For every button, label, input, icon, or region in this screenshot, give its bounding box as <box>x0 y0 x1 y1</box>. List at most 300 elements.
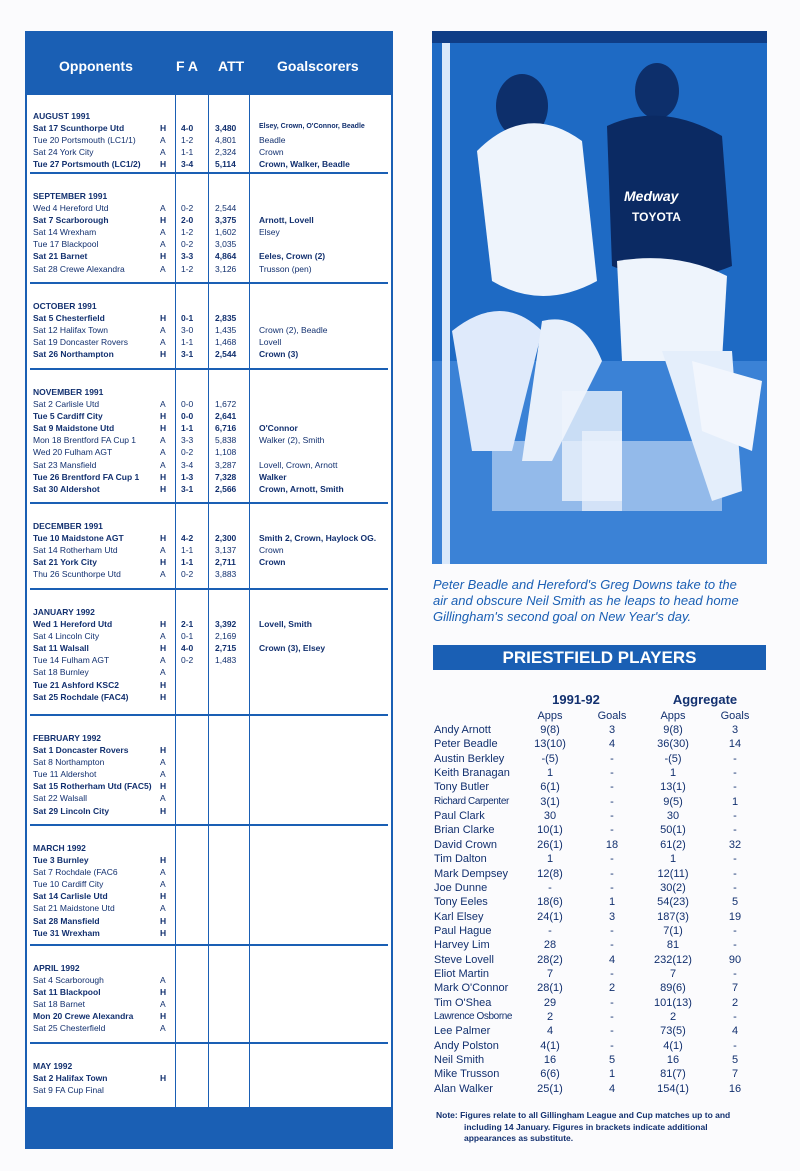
fixture-row <box>27 999 391 1011</box>
player-aggregate-apps: 2 <box>669 1011 677 1023</box>
player-season-apps: 10(1) <box>537 824 563 837</box>
fixture-row <box>27 680 391 692</box>
fixture-opponent: Sat 14 Rotherham Utd <box>33 545 118 556</box>
fixture-goalscorers: Crown, Arnott, Smith <box>259 483 344 494</box>
player-season-goals: - <box>610 867 614 880</box>
player-season-goals: 2 <box>608 982 616 995</box>
player-aggregate-goals: - <box>733 810 737 823</box>
player-name: Brian Clarke <box>434 824 495 837</box>
player-season-apps: 1 <box>546 767 554 780</box>
fixture-venue: H <box>160 1011 167 1022</box>
fixture-score: 1-2 <box>181 135 194 146</box>
fixture-score: 3-1 <box>181 483 194 494</box>
month-divider <box>30 368 388 370</box>
fixture-opponent: Tue 20 Portsmouth (LC1/1) <box>33 135 136 146</box>
fixture-opponent: Mon 18 Brentford FA Cup 1 <box>33 435 137 446</box>
month-divider <box>30 1042 388 1044</box>
player-aggregate-goals: - <box>733 824 737 837</box>
player-aggregate-goals: 2 <box>731 996 739 1009</box>
fixture-score: 2-1 <box>181 619 194 629</box>
fixture-venue: H <box>160 411 167 422</box>
player-name: Paul Clark <box>434 810 485 823</box>
player-aggregate-goals: 32 <box>728 838 742 851</box>
fixture-attendance: 2,544 <box>215 203 237 213</box>
player-aggregate-apps: 9(8) <box>663 724 683 736</box>
fixture-score: 1-1 <box>181 337 194 348</box>
player-row <box>433 738 773 752</box>
fixture-venue: A <box>160 631 166 642</box>
fixture-goalscorers: Crown <box>259 147 284 158</box>
fixture-attendance: 3,287 <box>215 459 237 470</box>
month-title: OCTOBER 1991 <box>33 301 97 311</box>
player-name: Tony Butler <box>434 781 490 794</box>
fixture-row <box>27 1023 391 1035</box>
match-photo <box>432 31 767 564</box>
player-aggregate-goals: - <box>733 867 737 880</box>
player-aggregate-apps: 89(6) <box>660 982 686 995</box>
fixture-opponent: Sat 5 Chesterfield <box>33 313 105 323</box>
fixture-opponent: Sat 15 Rotherham Utd (FAC5) <box>33 781 152 792</box>
player-season-apps: 29 <box>543 996 557 1009</box>
fixture-row <box>27 411 391 423</box>
fixture-opponent: Sat 9 Maidstone Utd <box>33 423 115 434</box>
player-aggregate-goals: 5 <box>731 896 739 909</box>
player-aggregate-goals: 7 <box>731 1068 739 1081</box>
player-aggregate-apps: 12(11) <box>657 867 689 880</box>
player-season-apps: 4(1) <box>540 1039 560 1052</box>
fixture-opponent: Thu 26 Scunthorpe Utd <box>33 569 121 580</box>
fixture-opponent: Sat 17 Scunthorpe Utd <box>33 123 125 133</box>
fixture-attendance: 2,544 <box>215 349 237 360</box>
fixture-row <box>27 159 391 171</box>
fixture-goalscorers: Trusson (pen) <box>259 263 312 274</box>
fixture-attendance: 2,169 <box>215 631 237 642</box>
fixture-venue: H <box>160 483 167 494</box>
fixture-venue: A <box>160 569 166 580</box>
fixture-opponent: Tue 5 Cardiff City <box>33 411 103 422</box>
fixture-venue: H <box>160 557 167 568</box>
fixture-opponent: Tue 31 Wrexham <box>33 927 100 938</box>
fixture-attendance: 1,672 <box>215 399 237 409</box>
player-aggregate-apps: 4(1) <box>663 1039 683 1052</box>
fixture-opponent: Sat 25 Rochdale (FAC4) <box>33 691 129 702</box>
player-season-apps: 16 <box>543 1054 557 1067</box>
fixture-venue: A <box>160 459 166 470</box>
player-season-goals: - <box>610 810 614 823</box>
month-title: APRIL 1992 <box>33 963 80 973</box>
month-divider <box>30 282 388 284</box>
match-photo-image <box>432 31 767 564</box>
player-aggregate-apps: 1 <box>669 853 677 866</box>
month-title: MAY 1992 <box>33 1061 73 1071</box>
fixture-venue: H <box>160 781 167 792</box>
fixture-opponent: Sat 29 Lincoln City <box>33 805 110 816</box>
fixture-goalscorers: Walker (2), Smith <box>259 435 325 446</box>
fixture-attendance: 2,711 <box>215 557 236 568</box>
fixture-row <box>27 460 391 472</box>
player-season-goals: 4 <box>608 1082 616 1095</box>
fixture-venue: H <box>160 691 167 702</box>
fixture-row <box>27 975 391 987</box>
player-season-apps: 25(1) <box>537 1082 563 1095</box>
player-season-goals: - <box>610 752 614 765</box>
fixture-row <box>27 135 391 147</box>
player-aggregate-goals: 90 <box>728 953 742 966</box>
fixture-row <box>27 203 391 215</box>
fixture-attendance: 1,483 <box>215 655 237 666</box>
player-aggregate-apps: 154(1) <box>657 1082 689 1095</box>
player-aggregate-goals: - <box>733 752 737 765</box>
player-season-apps: 28(1) <box>537 982 563 995</box>
player-aggregate-apps: 81 <box>666 939 680 952</box>
player-season-goals: 18 <box>605 838 619 851</box>
player-row <box>433 868 773 882</box>
fixture-attendance: 5,114 <box>215 159 236 170</box>
fixture-row <box>27 264 391 276</box>
fixture-opponent: Sat 7 Rochdale (FAC6 <box>33 867 118 878</box>
fixture-goalscorers: Crown (3), Elsey <box>259 643 326 654</box>
fixture-row <box>27 313 391 325</box>
player-season-goals: - <box>610 996 614 1009</box>
player-season-goals: - <box>610 795 614 808</box>
player-aggregate-apps: 50(1) <box>660 824 686 837</box>
player-row <box>433 1068 773 1082</box>
player-name: Tim O'Shea <box>434 996 492 1009</box>
month-divider <box>30 502 388 504</box>
fixture-venue: A <box>160 545 166 556</box>
player-name: Tim Dalton <box>434 853 487 866</box>
fixture-venue: A <box>160 903 166 914</box>
fixture-attendance: 1,602 <box>215 227 237 238</box>
player-row <box>433 882 773 896</box>
fixture-opponent: Tue 14 Fulham AGT <box>33 655 110 666</box>
fixture-score: 1-1 <box>181 557 194 568</box>
fixture-attendance: 4,864 <box>215 251 237 262</box>
fixture-venue: H <box>160 805 167 816</box>
fixture-row <box>27 643 391 655</box>
player-season-goals: - <box>610 1039 614 1052</box>
fixture-opponent: Tue 26 Brentford FA Cup 1 <box>33 471 140 482</box>
fixture-opponent: Sat 4 Scarborough <box>33 975 104 985</box>
fixture-score: 1-1 <box>181 545 194 556</box>
player-aggregate-apps: 73(5) <box>660 1025 686 1038</box>
player-aggregate-apps: 1 <box>669 767 677 780</box>
fixture-venue: A <box>160 147 166 158</box>
player-aggregate-goals: - <box>733 853 737 866</box>
fixture-attendance: 2,715 <box>215 643 237 654</box>
player-season-goals: 4 <box>608 738 616 751</box>
players-title: PRIESTFIELD PLAYERS <box>433 645 766 670</box>
fixture-row <box>27 769 391 781</box>
fixture-opponent: Wed 4 Hereford Utd <box>33 203 109 213</box>
player-row <box>433 925 773 939</box>
fixture-attendance: 3,126 <box>215 263 237 274</box>
fixture-row <box>27 855 391 867</box>
fixture-opponent: Sat 8 Northampton <box>33 757 105 768</box>
fixture-venue: H <box>160 215 167 226</box>
fixture-goalscorers: Eeles, Crown (2) <box>259 251 326 262</box>
player-row <box>433 954 773 968</box>
fixture-score: 0-2 <box>181 203 194 213</box>
fixture-opponent: Sat 9 FA Cup Final <box>33 1085 104 1096</box>
player-season-apps: 30 <box>543 810 557 823</box>
player-season-goals: 1 <box>608 1068 616 1081</box>
player-row <box>433 1054 773 1068</box>
fixture-row <box>27 435 391 447</box>
player-name: Karl Elsey <box>434 910 484 923</box>
photo-sponsor-2: TOYOTA <box>632 210 681 224</box>
player-season-apps: 6(1) <box>540 781 560 794</box>
player-aggregate-goals: 14 <box>728 738 742 751</box>
player-season-goals: - <box>610 967 614 980</box>
player-season-goals: - <box>610 939 614 952</box>
player-aggregate-apps: 13(1) <box>660 781 686 794</box>
fixture-venue: A <box>160 757 166 768</box>
player-season-goals: 5 <box>608 1054 616 1067</box>
header-fa: F A <box>176 58 199 74</box>
fixture-row <box>27 325 391 337</box>
fixture-score: 1-1 <box>181 147 194 158</box>
fixture-attendance: 1,468 <box>215 337 237 348</box>
player-season-apps: 24(1) <box>537 910 563 923</box>
fixture-venue: H <box>160 471 167 482</box>
fixture-row <box>27 781 391 793</box>
agg-goals-header: Goals <box>720 710 750 722</box>
player-row <box>433 724 773 738</box>
fixture-score: 0-0 <box>181 411 194 422</box>
fixture-venue: A <box>160 999 166 1010</box>
player-row <box>433 781 773 795</box>
fixture-attendance: 3,375 <box>215 215 237 226</box>
player-aggregate-goals: 19 <box>728 910 742 923</box>
fixture-row <box>27 337 391 349</box>
fixture-goalscorers: Crown <box>259 557 286 568</box>
player-row <box>433 1025 773 1039</box>
fixture-venue: A <box>160 435 166 446</box>
fixture-score: 0-0 <box>181 399 194 409</box>
agg-apps-header: Apps <box>660 710 686 722</box>
player-season-goals: 3 <box>608 724 616 736</box>
player-row <box>433 753 773 767</box>
fixture-score: 0-1 <box>181 313 194 323</box>
fixture-opponent: Sat 21 Barnet <box>33 251 88 262</box>
player-aggregate-apps: 101(13) <box>654 996 692 1009</box>
player-name: Mark O'Connor <box>434 982 509 995</box>
fixture-opponent: Sat 24 York City <box>33 147 94 158</box>
player-row <box>433 824 773 838</box>
player-name: David Crown <box>434 838 497 851</box>
player-row <box>433 997 773 1011</box>
fixture-row <box>27 423 391 435</box>
month-title: AUGUST 1991 <box>33 111 91 121</box>
fixture-attendance: 3,883 <box>215 569 237 580</box>
month-divider <box>30 172 388 174</box>
fixture-row <box>27 569 391 581</box>
player-season-goals: - <box>610 1025 614 1038</box>
fixture-opponent: Sat 21 Maidstone Utd <box>33 903 115 914</box>
fixture-score: 4-2 <box>181 533 194 543</box>
player-row <box>433 1040 773 1054</box>
fixture-opponent: Wed 20 Fulham AGT <box>33 447 113 458</box>
fixture-attendance: 3,480 <box>215 123 237 133</box>
fixture-opponent: Tue 17 Blackpool <box>33 239 99 250</box>
fixture-row <box>27 655 391 667</box>
fixture-attendance: 3,392 <box>215 619 237 629</box>
fixture-goalscorers: Lovell, Crown, Arnott <box>259 459 338 470</box>
fixture-opponent: Wed 1 Hereford Utd <box>33 619 113 629</box>
player-season-apps: 26(1) <box>537 838 563 851</box>
fixture-goalscorers: Arnott, Lovell <box>259 215 314 226</box>
fixtures-footer-bar <box>27 1107 391 1147</box>
player-aggregate-apps: 232(12) <box>654 953 692 966</box>
fixtures-header <box>27 33 391 95</box>
player-name: Joe Dunne <box>434 881 488 894</box>
fixture-score: 3-3 <box>181 435 194 446</box>
player-row <box>433 982 773 996</box>
fixture-row <box>27 879 391 891</box>
player-aggregate-apps: 30(2) <box>660 881 686 894</box>
fixture-opponent: Tue 27 Portsmouth (LC1/2) <box>33 159 141 170</box>
player-name: Paul Hague <box>434 924 492 937</box>
player-aggregate-goals: - <box>733 881 737 894</box>
fixture-row <box>27 215 391 227</box>
player-name: Mike Trusson <box>434 1068 500 1081</box>
player-name: Richard Carpenter <box>434 795 509 807</box>
fixture-row <box>27 557 391 569</box>
photo-caption: Peter Beadle and Hereford's Greg Downs take to the air and obscure Neil Smith as he leaps to head home Gillingham's second goal on New Year's day. <box>433 577 739 624</box>
player-row <box>433 911 773 925</box>
player-name: Andy Polston <box>434 1039 499 1052</box>
fixture-venue: H <box>160 423 167 434</box>
player-name: Lee Palmer <box>434 1025 491 1038</box>
player-name: Neil Smith <box>434 1054 485 1067</box>
fixture-attendance: 4,801 <box>215 135 237 146</box>
player-season-apps: 3(1) <box>540 795 560 808</box>
fixture-opponent: Sat 11 Walsall <box>33 643 89 654</box>
player-name: Alan Walker <box>434 1082 493 1095</box>
player-aggregate-goals: 4 <box>731 1025 739 1038</box>
fixture-goalscorers: Lovell <box>259 337 282 348</box>
player-season-apps: 7 <box>546 967 554 980</box>
player-season-goals: 1 <box>608 896 616 909</box>
fixture-opponent: Sat 19 Doncaster Rovers <box>33 337 128 348</box>
player-name: Tony Eeles <box>434 896 488 909</box>
fixture-venue: A <box>160 239 166 250</box>
fixture-attendance: 2,324 <box>215 147 237 158</box>
fixture-venue: A <box>160 325 166 336</box>
fixture-score: 0-2 <box>181 239 194 250</box>
fixture-goalscorers: Crown (2), Beadle <box>259 325 328 336</box>
fixture-row <box>27 867 391 879</box>
fixture-venue: A <box>160 447 166 458</box>
fixture-row <box>27 1085 391 1097</box>
player-season-goals: 3 <box>608 910 616 923</box>
fixture-attendance: 2,566 <box>215 483 237 494</box>
fixture-opponent: Sat 28 Mansfield <box>33 915 100 926</box>
player-row <box>433 1011 773 1025</box>
fixture-row <box>27 806 391 818</box>
fixture-opponent: Sat 21 York City <box>33 557 97 568</box>
month-title: SEPTEMBER 1991 <box>33 191 108 201</box>
fixture-row <box>27 147 391 159</box>
fixture-venue: A <box>160 135 166 146</box>
fixture-score: 0-2 <box>181 447 194 458</box>
player-aggregate-apps: 16 <box>666 1054 680 1067</box>
fixture-attendance: 5,838 <box>215 435 237 446</box>
fixture-row <box>27 399 391 411</box>
fixture-venue: A <box>160 667 166 678</box>
player-aggregate-goals: 3 <box>731 724 739 736</box>
fixture-opponent: Sat 30 Aldershot <box>33 483 100 494</box>
fixture-score: 4-0 <box>181 123 194 133</box>
player-season-apps: -(5) <box>541 752 559 765</box>
fixture-row <box>27 447 391 459</box>
player-aggregate-apps: 81(7) <box>660 1068 686 1081</box>
player-season-apps: 13(10) <box>534 738 566 751</box>
player-aggregate-goals: - <box>733 1039 737 1052</box>
fixture-row <box>27 631 391 643</box>
fixture-venue: H <box>160 987 167 998</box>
fixtures-table <box>25 31 393 1149</box>
fixture-venue: A <box>160 399 166 409</box>
fixture-opponent: Sat 18 Barnet <box>33 999 85 1010</box>
player-aggregate-apps: 7(1) <box>663 924 683 937</box>
fixture-row <box>27 692 391 704</box>
player-season-apps: 28 <box>543 939 557 952</box>
fixture-opponent: Tue 3 Burnley <box>33 855 89 865</box>
player-row <box>433 1083 773 1097</box>
fixture-venue: H <box>160 927 167 938</box>
fixture-score: 0-2 <box>181 655 194 666</box>
fixture-opponent: Sat 2 Carlisle Utd <box>33 399 100 409</box>
fixture-opponent: Sat 14 Wrexham <box>33 227 97 238</box>
fixture-row <box>27 349 391 361</box>
player-name: Steve Lovell <box>434 953 494 966</box>
season-goals-header: Goals <box>597 710 627 722</box>
player-aggregate-apps: 30 <box>666 810 680 823</box>
month-title: DECEMBER 1991 <box>33 521 103 531</box>
fixture-venue: H <box>160 349 167 360</box>
fixture-row <box>27 987 391 999</box>
player-name: Harvey Lim <box>434 939 490 952</box>
player-season-apps: 28(2) <box>537 953 563 966</box>
player-aggregate-apps: -(5) <box>664 752 682 765</box>
season-apps-header: Apps <box>537 710 563 722</box>
fixture-venue: A <box>160 203 166 213</box>
fixture-score: 3-1 <box>181 349 194 360</box>
fixture-row <box>27 239 391 251</box>
fixture-goalscorers: Walker <box>259 471 287 482</box>
fixture-goalscorers: Elsey <box>259 227 280 238</box>
player-aggregate-apps: 9(5) <box>663 795 683 808</box>
player-season-goals: - <box>610 881 614 894</box>
player-name: Eliot Martin <box>434 967 490 980</box>
player-season-goals: - <box>610 924 614 937</box>
fixture-venue: H <box>160 891 167 902</box>
fixture-score: 1-3 <box>181 471 194 482</box>
fixture-venue: A <box>160 793 166 804</box>
fixture-venue: A <box>160 655 166 666</box>
player-row <box>433 810 773 824</box>
fixture-opponent: Sat 22 Walsall <box>33 793 88 804</box>
player-row <box>433 839 773 853</box>
fixture-row <box>27 1011 391 1023</box>
fixture-opponent: Sat 11 Blackpool <box>33 987 101 998</box>
fixture-score: 1-2 <box>181 263 194 274</box>
fixture-venue: A <box>160 1023 166 1034</box>
player-season-goals: - <box>610 767 614 780</box>
fixture-row <box>27 533 391 545</box>
